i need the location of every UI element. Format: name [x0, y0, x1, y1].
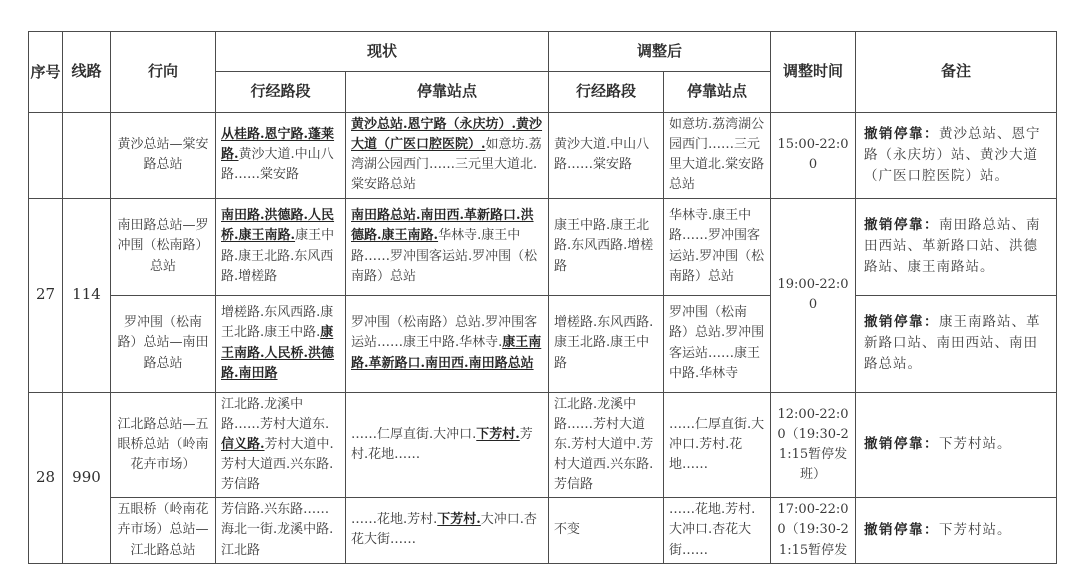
table-row: [29, 113, 1057, 199]
cell-line: 990: [63, 392, 111, 563]
cell-current-stops: ……仁厚直街.大冲口.下芳村.芳村.花地……: [346, 392, 549, 498]
cell-current-road-sections: 从桂路.恩宁路.蓬莱路.黄沙大道.中山八路……棠安路: [216, 113, 346, 199]
cell-adjusted-stops: 如意坊.荔湾湖公园西门……三元里大道北.棠安路总站: [664, 113, 771, 199]
table-row: [29, 498, 1057, 563]
header-current-stops: 停靠站点: [346, 72, 549, 113]
cell-adjust-time: 17:00-22:00（19:30-21:15暂停发: [771, 498, 856, 563]
cell-seq: [29, 113, 63, 199]
cell-direction: 南田路总站—罗冲围（松南路）总站: [111, 198, 216, 295]
header-direction: 行向: [111, 32, 216, 113]
cell-adjust-time: 15:00-22:00: [771, 113, 856, 199]
cell-current-road-sections: 江北路.龙溪中路……芳村大道东.信义路.芳村大道中.芳村大道西.兴东路.芳信路: [216, 392, 346, 498]
cell-adjusted-stops: ……花地.芳村.大冲口.杏花大街……: [664, 498, 771, 563]
cell-adjusted-road-sections: 增槎路.东风西路.康王北路.康王中路: [549, 295, 664, 392]
table-row: [29, 198, 1057, 295]
cell-adjusted-stops: 华林寺.康王中路……罗冲围客运站.罗冲围（松南路）总站: [664, 198, 771, 295]
cell-seq: 27: [29, 198, 63, 392]
cell-adjusted-road-sections: 不变: [549, 498, 664, 563]
cell-current-stops: 罗冲围（松南路）总站.罗冲围客运站……康王中路.华林寺.康王南路.革新路口.南田西.南田路总站: [346, 295, 549, 392]
header-current-road-sections: 行经路段: [216, 72, 346, 113]
cell-remarks: 撤销停靠：下芳村站。: [856, 392, 1057, 498]
cell-remarks: 撤销停靠：康王南路站、革新路口站、南田西站、南田路总站。: [856, 295, 1057, 392]
header-current: 现状: [216, 32, 549, 72]
cell-adjusted-road-sections: 江北路.龙溪中路……芳村大道东.芳村大道中.芳村大道西.兴东路.芳信路: [549, 392, 664, 498]
cell-line: [63, 113, 111, 199]
cell-current-stops: 南田路总站.南田西.革新路口.洪德路.康王南路.华林寺.康王中路……罗冲围客运站.罗冲围（松南路）总站: [346, 198, 549, 295]
cell-seq: 28: [29, 392, 63, 563]
cell-current-stops: ……花地.芳村.下芳村.大冲口.杏花大街……: [346, 498, 549, 563]
header-seq: 序号: [29, 32, 63, 113]
header-line: 线路: [63, 32, 111, 113]
cell-direction: 五眼桥（岭南花卉市场）总站—江北路总站: [111, 498, 216, 563]
table-row: [29, 392, 1057, 498]
cell-direction: 罗冲围（松南路）总站—南田路总站: [111, 295, 216, 392]
cell-current-road-sections: 南田路.洪德路.人民桥.康王南路.康王中路.康王北路.东风西路.增槎路: [216, 198, 346, 295]
header-adjusted-road-sections: 行经路段: [549, 72, 664, 113]
cell-adjust-time: 12:00-22:00（19:30-21:15暂停发班）: [771, 392, 856, 498]
cell-direction: 江北路总站—五眼桥总站（岭南花卉市场）: [111, 392, 216, 498]
cell-adjusted-road-sections: 康王中路.康王北路.东风西路.增槎路: [549, 198, 664, 295]
table-row: [29, 295, 1057, 392]
header-remarks: 备注: [856, 32, 1057, 113]
cell-adjusted-stops: 罗冲围（松南路）总站.罗冲围客运站……康王中路.华林寺: [664, 295, 771, 392]
cell-adjust-time: 19:00-22:00: [771, 198, 856, 392]
cell-current-road-sections: 芳信路.兴东路……海北一街.龙溪中路.江北路: [216, 498, 346, 563]
header-adjusted: 调整后: [549, 32, 771, 72]
cell-adjusted-stops: ……仁厚直街.大冲口.芳村.花地……: [664, 392, 771, 498]
bus-route-adjustment-table: [28, 31, 1057, 564]
header-adjust-time: 调整时间: [771, 32, 856, 113]
cell-remarks: 撤销停靠：下芳村站。: [856, 498, 1057, 563]
cell-remarks: 撤销停靠：黄沙总站、恩宁路（永庆坊）站、黄沙大道（广医口腔医院）站。: [856, 113, 1057, 199]
cell-line: 114: [63, 198, 111, 392]
header-adjusted-stops: 停靠站点: [664, 72, 771, 113]
cell-adjusted-road-sections: 黄沙大道.中山八路……棠安路: [549, 113, 664, 199]
cell-direction: 黄沙总站—棠安路总站: [111, 113, 216, 199]
cell-current-stops: 黄沙总站.恩宁路（永庆坊）.黄沙大道（广医口腔医院）.如意坊.荔湾湖公园西门……三元里大道北.棠安路总站: [346, 113, 549, 199]
cell-remarks: 撤销停靠：南田路总站、南田西站、革新路口站、洪德路站、康王南路站。: [856, 198, 1057, 295]
cell-current-road-sections: 增槎路.东风西路.康王北路.康王中路.康王南路.人民桥.洪德路.南田路: [216, 295, 346, 392]
